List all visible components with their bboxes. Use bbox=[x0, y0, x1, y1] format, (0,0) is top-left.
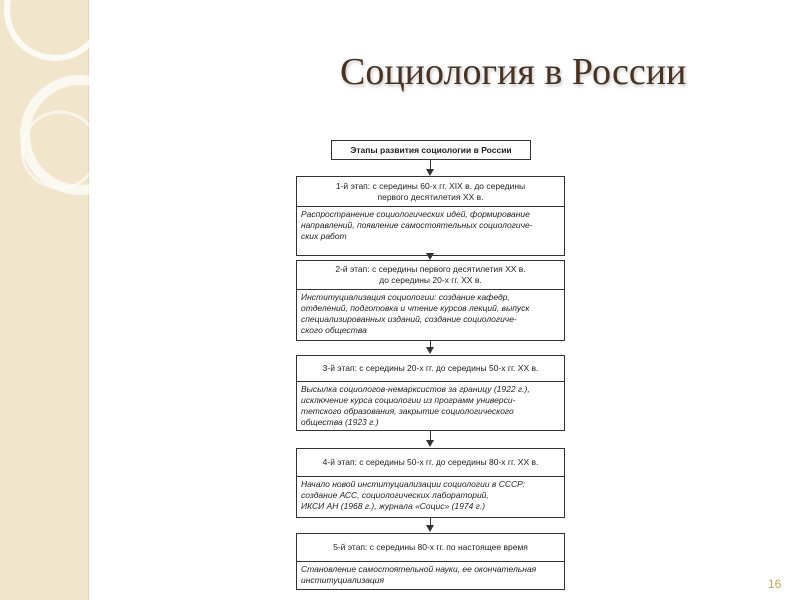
connector-arrow bbox=[426, 347, 434, 354]
stage-1-box bbox=[296, 176, 565, 256]
stage-4-title: 4-й этап: с середины 50-х гг. до середины 80-х гг. XX в. bbox=[297, 449, 564, 477]
stage-1-description: Распространение социологических идей, формирование направлений, появление самостоятельных социологиче- ских работ bbox=[301, 209, 533, 241]
stage-4-box bbox=[296, 448, 565, 518]
stage-4-description: Начало новой институциализации социологии в СССР: создание АСС, социологических лабораторий, ИКСИ АН (1968 г.), журнала «Социс» (1974 г.) bbox=[301, 479, 526, 511]
stage-3-description: Высылка социологов-немарксистов за границу (1922 г.), исключение курса социологии из программ универси- тетского образования, закрытие социологического общества (1923 г.) bbox=[301, 384, 530, 427]
stage-5-box bbox=[296, 533, 565, 590]
page-number: 16 bbox=[768, 577, 782, 591]
diagram-header-text: Этапы развития социологии в России bbox=[350, 144, 512, 155]
connector-arrow bbox=[426, 253, 434, 260]
stage-2-box bbox=[296, 260, 565, 341]
stage-5-title: 5-й этап: с середины 80-х гг. по настоящее время bbox=[297, 534, 564, 562]
stage-2-description: Институциализация социологии: создание кафедр, отделений, подготовка и чтение курсов лекций, выпуск специализированных изданий, создание социологиче- ского общества bbox=[301, 292, 530, 335]
diagram-header bbox=[331, 140, 531, 160]
stage-1-title: 1-й этап: с середины 60-х гг. XIX в. до середины первого десятилетия XX в. bbox=[297, 177, 564, 207]
connector-arrow bbox=[426, 440, 434, 447]
slide-title: Социология в России bbox=[340, 51, 687, 93]
stage-3-title: 3-й этап: с середины 20-х гг. до середины 50-х гг. XX в. bbox=[297, 356, 564, 382]
connector-arrow bbox=[426, 169, 434, 176]
stage-3-box bbox=[296, 355, 565, 431]
connector-arrow bbox=[426, 525, 434, 532]
stage-2-title: 2-й этап: с середины первого десятилетия XX в. до середины 20-х гг. XX в. bbox=[297, 261, 564, 290]
stage-5-description: Становление самостоятельной науки, ее окончательная институциализация bbox=[301, 564, 537, 585]
